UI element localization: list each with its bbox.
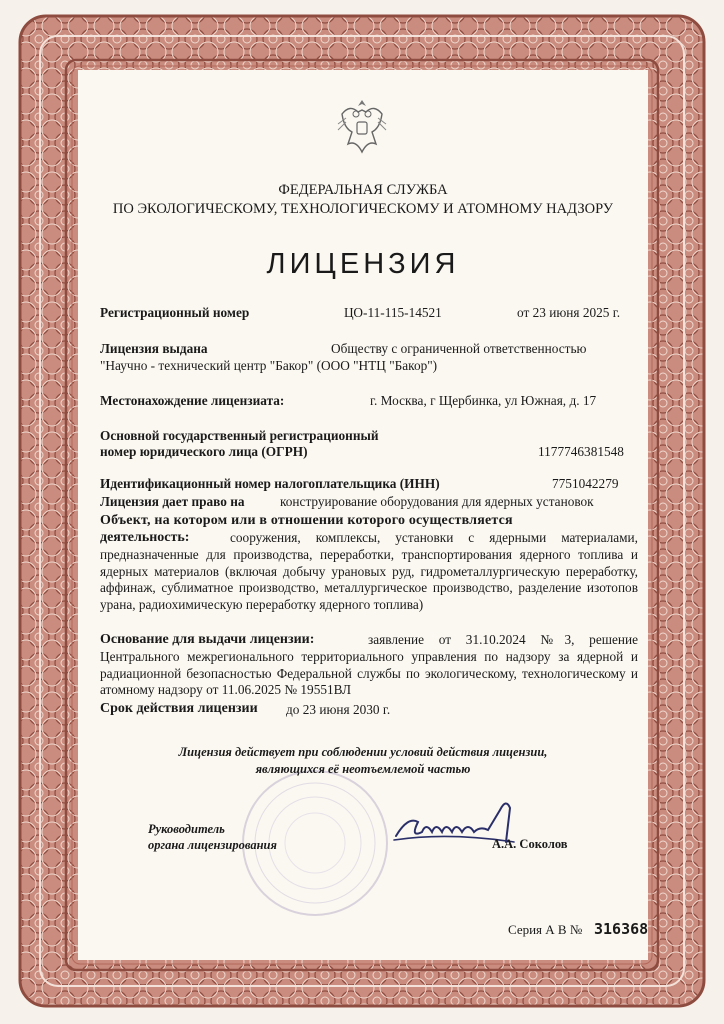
issued-to-label: Лицензия выдана <box>100 341 208 356</box>
coat-of-arms-icon <box>332 92 392 164</box>
validity-value: до 23 июня 2030 г. <box>286 702 391 717</box>
inn-value: 7751042279 <box>552 476 619 491</box>
right-to-label: Лицензия дает право на <box>100 494 245 509</box>
right-to-value: конструирование оборудования для ядерных установок <box>280 494 594 509</box>
signatory-name: А.А. Соколов <box>492 837 568 851</box>
object-value: сооружения, комплексы, установки с ядерными материалами, предназначенные для производства, переработки, транспортирования ядерного топлива и ядерных материалов (включая добычу урановых руд, гидрометаллургическую переработку, аффинаж, сублиматное производство, металлургическое производство, разделение изотопов урана, радиохимическую переработку ядерного топлива) <box>100 530 638 613</box>
ogrn-label-line2: номер юридического лица (ОГРН) <box>100 444 308 459</box>
issued-to-value-line1: Обществу с ограниченной ответственностью <box>331 341 587 356</box>
condition-line1: Лицензия действует при соблюдении условий действия лицензии, <box>178 745 548 759</box>
object-label-line1: Объект, на котором или в отношении которого осуществляется <box>100 513 513 528</box>
agency-name-line1: ФЕДЕРАЛЬНАЯ СЛУЖБА <box>278 182 448 198</box>
condition-line2: являющихся её неотъемлемой частью <box>255 762 471 776</box>
ogrn-label-line1: Основной государственный регистрационный <box>100 428 379 443</box>
series-label: Серия А В № <box>508 922 583 937</box>
location-label: Местонахождение лицензиата: <box>100 393 285 408</box>
registration-number: ЦО-11-115-14521 <box>344 305 442 320</box>
object-label-line2: деятельность: <box>100 530 190 545</box>
location-value: г. Москва, г Щербинка, ул Южная, д. 17 <box>370 393 597 408</box>
ogrn-value: 1177746381548 <box>538 444 624 459</box>
agency-name-line2: ПО ЭКОЛОГИЧЕСКОМУ, ТЕХНОЛОГИЧЕСКОМУ И АТОМНОМУ НАДЗОРУ <box>112 201 614 217</box>
registration-date: от 23 июня 2025 г. <box>517 305 621 320</box>
signatory-role-line2: органа лицензирования <box>148 838 277 852</box>
basis-value: заявление от 31.10.2024 №3, решение Центрального межрегионального территориального управления по надзору за ядерной и радиационной безопасностью Федеральной службы по экологическому, технологическому и атомному надзору от 11.06.2025 № 19551ВЛ <box>100 632 638 698</box>
registration-label: Регистрационный номер <box>100 305 250 320</box>
signatory-role-line1: Руководитель <box>148 822 225 836</box>
series-number: 316368 <box>594 920 649 938</box>
validity-label: Срок действия лицензии <box>100 701 258 716</box>
issued-to-value-line2: "Научно - технический центр "Бакор" (ООО "НТЦ "Бакор") <box>100 358 438 373</box>
basis-label: Основание для выдачи лицензии: <box>100 632 315 647</box>
document-title: ЛИЦЕНЗИЯ <box>266 248 460 280</box>
inn-label: Идентификационный номер налогоплательщика (ИНН) <box>100 476 440 491</box>
